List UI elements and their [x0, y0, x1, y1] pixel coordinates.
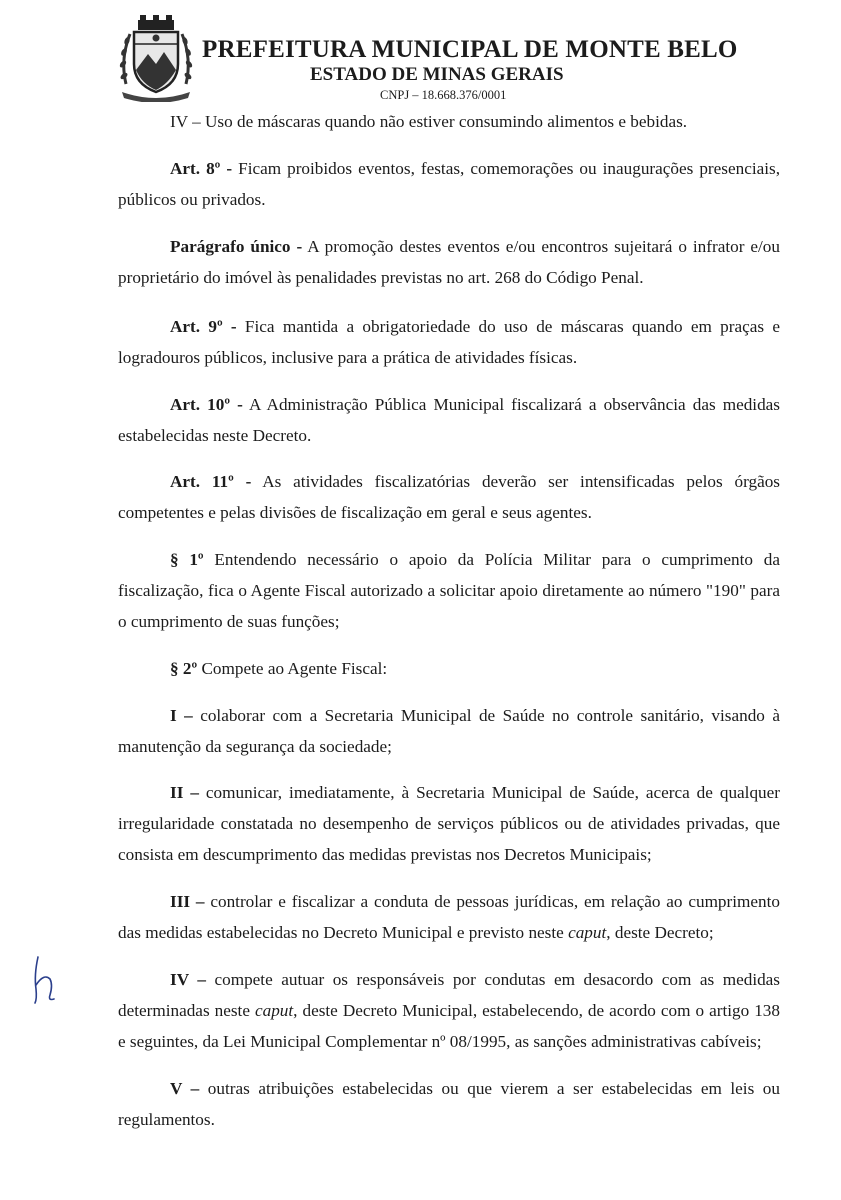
item-i-label: I – — [170, 706, 193, 725]
handwritten-initial-mark — [26, 955, 66, 1005]
item-iii — [118, 886, 780, 948]
article-8-label: Art. 8º - — [170, 159, 233, 178]
item-iii-text-b: , deste Decreto; — [606, 923, 714, 942]
section-1 — [118, 544, 780, 637]
article-10-label: Art. 10º - — [170, 395, 243, 414]
article-8 — [118, 153, 780, 215]
cnpj-line: CNPJ – 18.668.376/0001 — [380, 88, 507, 102]
article-11-label: Art. 11º - — [170, 472, 252, 491]
item-iii-label: III – — [170, 892, 205, 911]
article-9 — [118, 311, 780, 373]
item-iv-label: IV – — [170, 970, 206, 989]
item-iii-text-a: controlar e fiscalizar a conduta de pessoas jurídicas, em relação ao cumprimento das medidas estabelecidas no Decreto Municipal e previsto neste — [118, 892, 780, 942]
item-ii-text: comunicar, imediatamente, à Secretaria Municipal de Saúde, acerca de qualquer irregularidade constatada no desempenho de serviços públicos ou de atividades privadas, que consista em descumprimento das medidas previstas nos Decretos Municipais; — [118, 783, 780, 864]
municipality-title: PREFEITURA MUNICIPAL DE MONTE BELO — [202, 36, 738, 63]
item-iv-masks-text: IV – Uso de máscaras quando não estiver consumindo alimentos e bebidas. — [170, 112, 688, 131]
article-10-text: A Administração Pública Municipal fiscalizará a observância das medidas estabelecidas neste Decreto. — [118, 395, 780, 445]
item-iii-caput: caput — [568, 923, 607, 942]
paragraph-unico-text: A promoção destes eventos e/ou encontros sujeitará o infrator e/ou proprietário do imóvel às penalidades previstas no art. 268 do Código Penal. — [118, 237, 780, 287]
item-iv-masks — [118, 106, 780, 137]
article-10 — [118, 389, 780, 451]
section-2-label: § 2º — [170, 659, 198, 678]
article-11 — [118, 466, 780, 528]
article-9-label: Art. 9º - — [170, 317, 237, 336]
paragraph-unico — [118, 231, 780, 293]
section-2 — [118, 653, 780, 684]
article-8-text: Ficam proibidos eventos, festas, comemorações ou inaugurações presenciais, públicos ou privados. — [118, 159, 780, 209]
item-v-label: V – — [170, 1079, 200, 1098]
item-iv-text-b: , deste Decreto Municipal, estabelecendo, de acordo com o artigo 138 e seguintes, da Lei Municipal Complementar nº 08/1995, as sanções administrativas cabíveis; — [118, 1001, 780, 1051]
state-subtitle: ESTADO DE MINAS GERAIS — [310, 64, 564, 85]
paragraph-unico-label: Parágrafo único - — [170, 237, 303, 256]
item-v — [118, 1073, 780, 1135]
item-iv-text-a: compete autuar os responsáveis por condutas em desacordo com as medidas determinadas neste — [118, 970, 781, 1020]
section-1-text: Entendendo necessário o apoio da Polícia Militar para o cumprimento da fiscalização, fica o Agente Fiscal autorizado a solicitar apoio diretamente ao número "190" para o cumprimento de suas funções; — [118, 550, 780, 631]
article-11-text: As atividades fiscalizatórias deverão ser intensificadas pelos órgãos competentes e pelas divisões de fiscalização em geral e seus agentes. — [118, 472, 780, 522]
item-iv-caput: caput — [254, 1001, 294, 1020]
section-1-label: § 1º — [170, 550, 204, 569]
article-9-text: Fica mantida a obrigatoriedade do uso de máscaras quando em praças e logradouros públicos, inclusive para a prática de atividades físicas. — [118, 317, 780, 367]
item-ii — [118, 777, 780, 870]
item-i — [118, 700, 780, 762]
item-i-text: colaborar com a Secretaria Municipal de Saúde no controle sanitário, visando à manutenção da segurança da sociedade; — [118, 706, 780, 756]
coat-of-arms-icon — [118, 14, 194, 102]
section-2-text: Compete ao Agente Fiscal: — [197, 659, 388, 678]
item-ii-label: II – — [170, 783, 199, 802]
item-v-text: outras atribuições estabelecidas ou que vierem a ser estabelecidas em leis ou regulamentos. — [118, 1079, 780, 1129]
item-iv — [118, 964, 780, 1057]
